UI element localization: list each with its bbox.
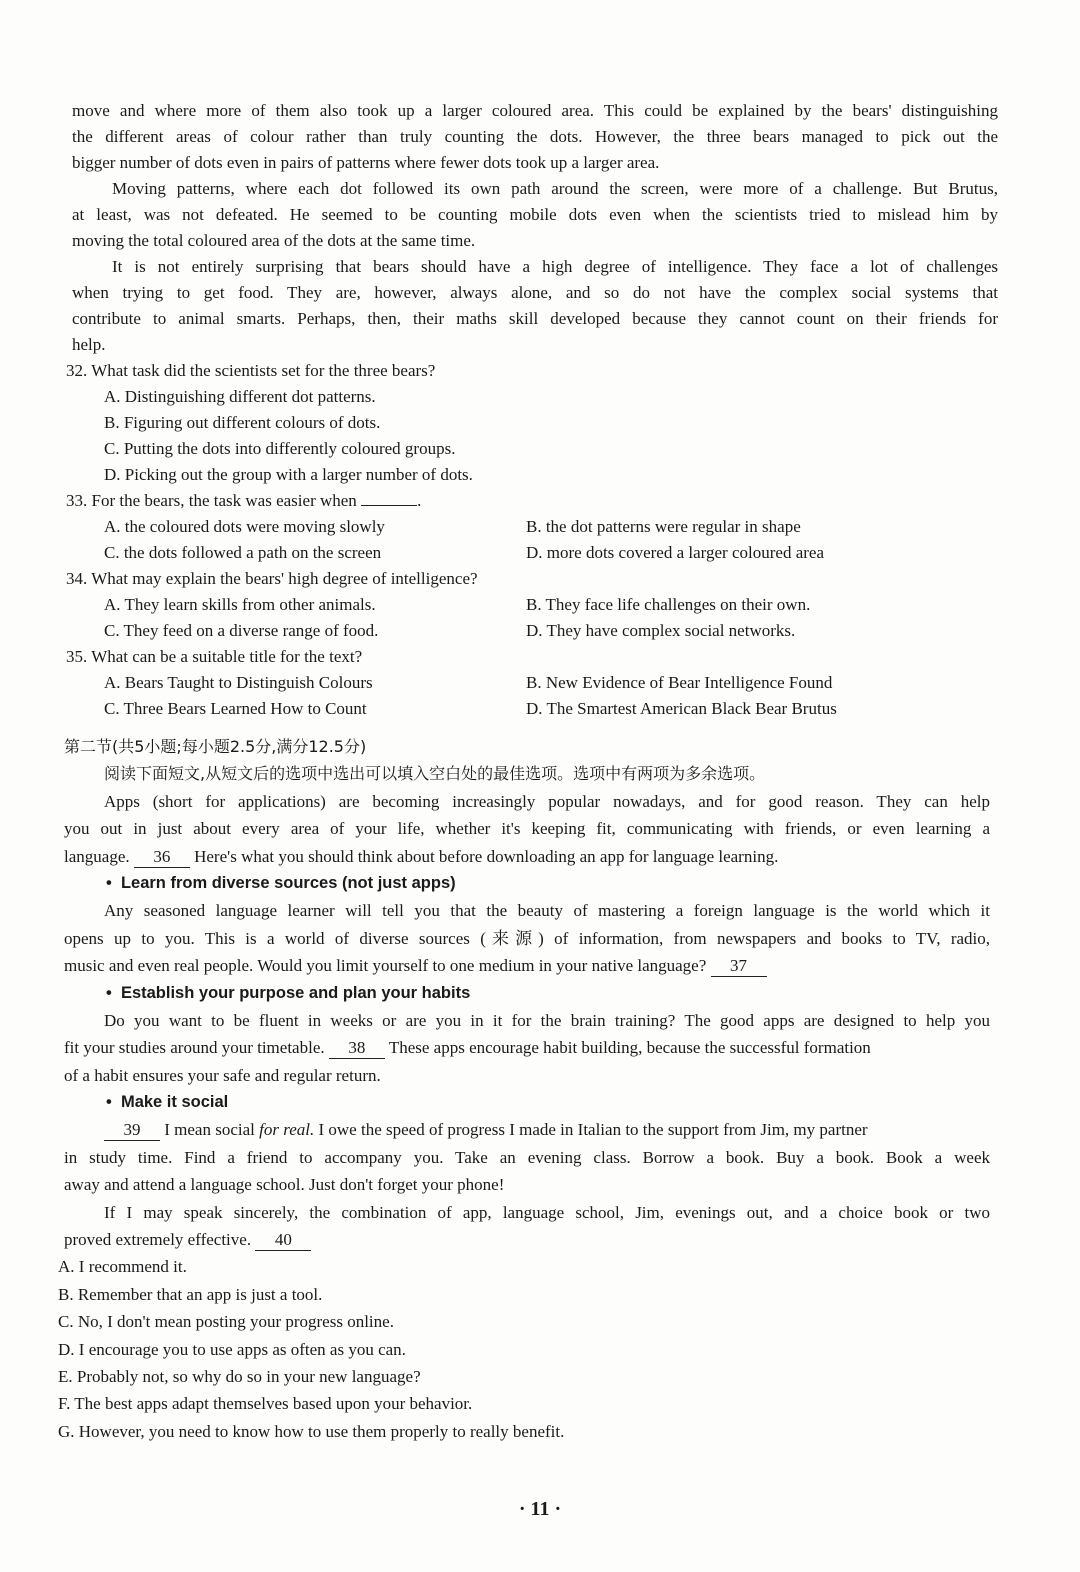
text-line: move and where more of them also took up a larger coloured area. This could be explained by the bears' distinguishing (72, 101, 998, 120)
text-line: It is not entirely surprising that bears should have a high degree of intelligence. They face a lot of challenges (112, 257, 998, 276)
option: F. The best apps adapt themselves based upon your behavior. (58, 1394, 473, 1414)
option: B. the dot patterns were regular in shape (526, 517, 801, 536)
option: B. Remember that an app is just a tool. (58, 1284, 323, 1304)
text: fit your studies around your timetable. (64, 1038, 325, 1058)
option-row (72, 696, 998, 722)
option: D. They have complex social networks. (526, 621, 796, 640)
text: I owe the speed of progress I made in Italian to the support from Jim, my partner (318, 1120, 868, 1140)
option-row (72, 540, 998, 566)
blank-38: 38 (329, 1038, 385, 1059)
option: A. the coloured dots were moving slowly (104, 517, 385, 536)
option: C. the dots followed a path on the screen (104, 543, 382, 562)
blank-36: 36 (134, 847, 190, 868)
text-line: contribute to animal smarts. Perhaps, then, their maths skill developed because they cannot count on their friends for (72, 309, 998, 328)
bullet-heading: • Make it social (106, 1093, 229, 1112)
option: C. Three Bears Learned How to Count (104, 699, 367, 718)
option: G. However, you need to know how to use them properly to really benefit. (58, 1421, 565, 1441)
question-34: 34. What may explain the bears' high degree of intelligence? (66, 569, 478, 588)
text-line: the different areas of colour rather than truly counting the dots. However, the three bears managed to pick out the (72, 127, 998, 146)
text-line: of a habit ensures your safe and regular return. (64, 1065, 381, 1085)
text-line: If I may speak sincerely, the combination of app, language school, Jim, evenings out, and a choice book or two (104, 1202, 990, 1222)
option: C. They feed on a diverse range of food. (104, 621, 379, 640)
option: A. Distinguishing different dot patterns. (104, 387, 376, 406)
option: D. The Smartest American Black Bear Brutus (526, 699, 837, 718)
text-line (64, 1226, 990, 1253)
bullet-heading: • Establish your purpose and plan your habits (106, 983, 471, 1002)
option: D. I encourage you to use apps as often as you can. (58, 1339, 406, 1359)
question-stem: 33. For the bears, the task was easier when (66, 491, 357, 510)
option: D. more dots covered a larger coloured area (526, 543, 824, 562)
text: These apps encourage habit building, because the successful formation (388, 1038, 871, 1058)
text-line: bigger number of dots even in pairs of patterns where fewer dots took up a larger area. (72, 153, 660, 172)
text-line: Moving patterns, where each dot followed its own path around the screen, were more of a challenge. But Brutus, (112, 179, 998, 198)
text-line: help. (72, 335, 106, 354)
text: for real. (259, 1120, 315, 1140)
text-line: Do you want to be fluent in weeks or are you in it for the brain training? The good apps are designed to help you (104, 1010, 990, 1030)
question-32: 32. What task did the scientists set for the three bears? (66, 361, 436, 380)
text-line: Any seasoned language learner will tell you that the beauty of mastering a foreign language is the world which it (104, 901, 990, 921)
option: E. Probably not, so why do so in your new language? (58, 1366, 421, 1386)
section-header: 第二节(共5小题;每小题2.5分,满分12.5分) (64, 737, 367, 756)
text-line (64, 952, 990, 979)
option: A. I recommend it. (58, 1257, 187, 1277)
text-line: moving the total coloured area of the dots at the same time. (72, 231, 476, 250)
text-line (64, 1034, 990, 1061)
blank-40: 40 (255, 1230, 311, 1251)
text-line: when trying to get food. They are, however, always alone, and so do not have the complex social systems that (72, 283, 998, 302)
text: I mean social (164, 1120, 255, 1140)
instructions: 阅读下面短文,从短文后的选项中选出可以填入空白处的最佳选项。选项中有两项为多余选项。 (104, 764, 766, 784)
option: B. They face life challenges on their own. (526, 595, 811, 614)
text-line: at least, was not defeated. He seemed to be counting mobile dots even when the scientists tried to mislead him by (72, 205, 998, 224)
option-row (72, 618, 998, 644)
text-line (64, 843, 990, 870)
blank-39: 39 (104, 1120, 160, 1141)
option-row (72, 514, 998, 540)
heading-text: Learn from diverse sources (not just apps) (120, 873, 456, 892)
text-line: in study time. Find a friend to accompany you. Take an evening class. Borrow a book. Buy a book. Book a week (64, 1147, 990, 1167)
option: D. Picking out the group with a larger number of dots. (104, 465, 473, 484)
text: Here's what you should think about before downloading an app for language learning. (194, 846, 779, 866)
heading-text: Make it social (120, 1093, 229, 1112)
option: B. New Evidence of Bear Intelligence Found (526, 673, 833, 692)
blank-37: 37 (711, 956, 767, 977)
answer-blank (361, 505, 417, 506)
text: proved extremely effective. (64, 1230, 252, 1250)
text-line: opens up to you. This is a world of diverse sources (来源) of information, from newspapers and books to TV, radio, (64, 928, 990, 948)
option-row (72, 592, 998, 618)
heading-text: Establish your purpose and plan your habits (120, 983, 471, 1002)
question-33: 33. For the bears, the task was easier when . (66, 491, 422, 510)
bullet-heading: • Learn from diverse sources (not just apps) (106, 873, 456, 892)
option-row (72, 670, 998, 696)
text: music and even real people. Would you limit yourself to one medium in your native language? (64, 956, 707, 976)
text-line: Apps (short for applications) are becoming increasingly popular nowadays, and for good reason. They can help (104, 791, 990, 811)
page-number: · 11 · (518, 1498, 562, 1520)
option: B. Figuring out different colours of dots. (104, 413, 381, 432)
text-line (64, 1116, 990, 1143)
question-35: 35. What can be a suitable title for the text? (66, 647, 363, 666)
text-line: away and attend a language school. Just don't forget your phone! (64, 1175, 505, 1195)
text-line: you out in just about every area of your life, whether it's keeping fit, communicating with friends, or even learning a (64, 819, 990, 839)
option: A. They learn skills from other animals. (104, 595, 376, 614)
option: A. Bears Taught to Distinguish Colours (104, 673, 373, 692)
option: C. Putting the dots into differently coloured groups. (104, 439, 456, 458)
text: language. (64, 846, 130, 866)
option: C. No, I don't mean posting your progress online. (58, 1312, 394, 1332)
reading-passage (66, 98, 998, 722)
section-2 (58, 733, 990, 1445)
